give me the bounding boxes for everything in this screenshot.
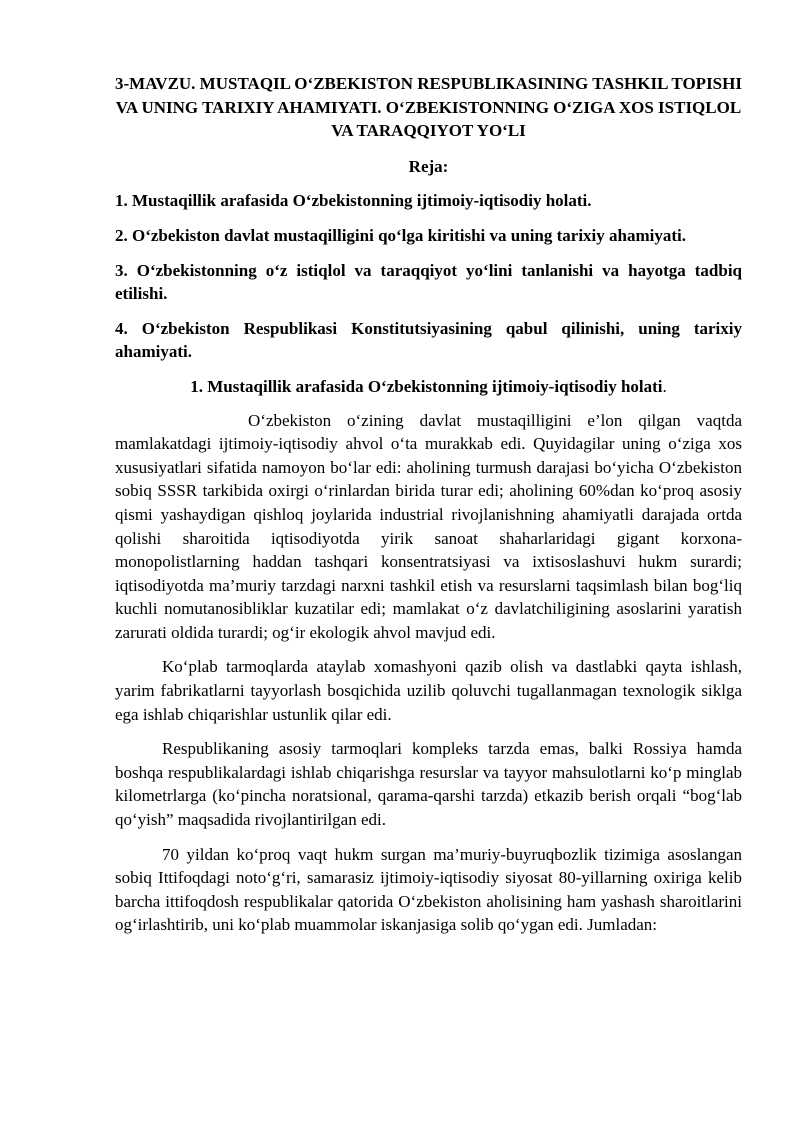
body-paragraph: 70 yildan ko‘proq vaqt hukm surgan ma’muriy-buyruqbozlik tizimiga asoslangan sobiq Ittifoqdagi noto‘g‘ri, samarasiz ijtimoiy-iqtisodiy siyosat 80-yillarning oxiriga kelib barcha ittifoqdosh respublikalar qatorida O‘zbekiston aholisining ham yashash sharoitlarini og‘irlashtirib, uni ko‘plab muammolar iskanjasiga solib qo‘ygan edi. Jumladan: xyxy=(115,844,742,935)
document-title: 3-MAVZU. MUSTAQIL O‘ZBEKISTON RESPUBLIKASINING TASHKIL TOPISHI VA UNING TARIXIY AHAMIYATI. O‘ZBEKISTONNING O‘ZIGA XOS ISTIQLOL VA TARAQQIYOT YO‘LI xyxy=(115,74,742,141)
plan-item: 3. O‘zbekistonning o‘z istiqlol va taraqqiyot yo‘lini tanlanishi va hayotga tadbiq etilishi. xyxy=(115,260,742,304)
body-paragraph: O‘zbekiston o‘zining davlat mustaqilligini e’lon qilgan vaqtda mamlakatdagi ijtimoiy-iqtisodiy ahvol o‘ta murakkab edi. Quyidagilar uning o‘ziga xos xususiyatlari sifatida namoyon bo‘lar edi: aholining turmush darajasi bo‘yicha O‘zbekiston sobiq SSSR tarkibida oxirgi o‘rinlardan birida turar edi; aholining 60%dan ko‘proq asosiy qismi yashaydigan qishloq joylarida industrial rivojlanishning ahamiyatli darajada ortda qolishi sharoitida iqtisodiyotda yirik sanoat shaharlaridagi gigant korxona-monopolistlarning haddan tashqari konsentratsiyasi va ixtisoslashuvi hukm surardi; iqtisodiyotda ma’muriy tarzdagi narxni tashkil etish va resurslarni taqsimlash bilan bog‘liq kuchli nomutanosibliklar kuzatilar edi; mamlakat o‘z davlatchiligining asoslarini yaratish zarurati oldida turardi; og‘ir ekologik ahvol mavjud edi. xyxy=(115,410,742,642)
body-paragraph: Ko‘plab tarmoqlarda ataylab xomashyoni qazib olish va dastlabki qayta ishlash, yarim fabrikatlarni tayyorlash bosqichida uzilib qoluvchi tugallanmagan texnologik siklga ega ishlab chiqarishlar ustunlik qilar edi. xyxy=(115,657,742,724)
plan-item: 2. O‘zbekiston davlat mustaqilligini qo‘lga kiritishi va uning tarixiy ahamiyati. xyxy=(115,225,686,245)
section-heading-dot: . xyxy=(662,376,667,396)
plan-item: 1. Mustaqillik arafasida O‘zbekistonning ijtimoiy-iqtisodiy holati. xyxy=(115,191,592,211)
plan-item: 4. O‘zbekiston Respublikasi Konstitutsiyasining qabul qilinishi, uning tarixiy ahamiyati. xyxy=(115,318,742,362)
section-heading xyxy=(115,375,742,399)
document-page xyxy=(115,72,742,948)
body-paragraph: Respublikaning asosiy tarmoqlari kompleks tarzda emas, balki Rossiya hamda boshqa respublikalardagi ishlab chiqarishga resurslar va tayyor mahsulotlarni ko‘p minglab kilometrlarga (ko‘pincha noratsional, qarama-qarshi tarzda) etkazib berish orqali “bog‘lab qo‘yish” maqsadida rivojlantirilgan edi. xyxy=(115,739,742,830)
section-heading-text: 1. Mustaqillik arafasida O‘zbekistonning ijtimoiy-iqtisodiy holati xyxy=(190,376,663,396)
plan-heading: Reja: xyxy=(408,156,449,176)
